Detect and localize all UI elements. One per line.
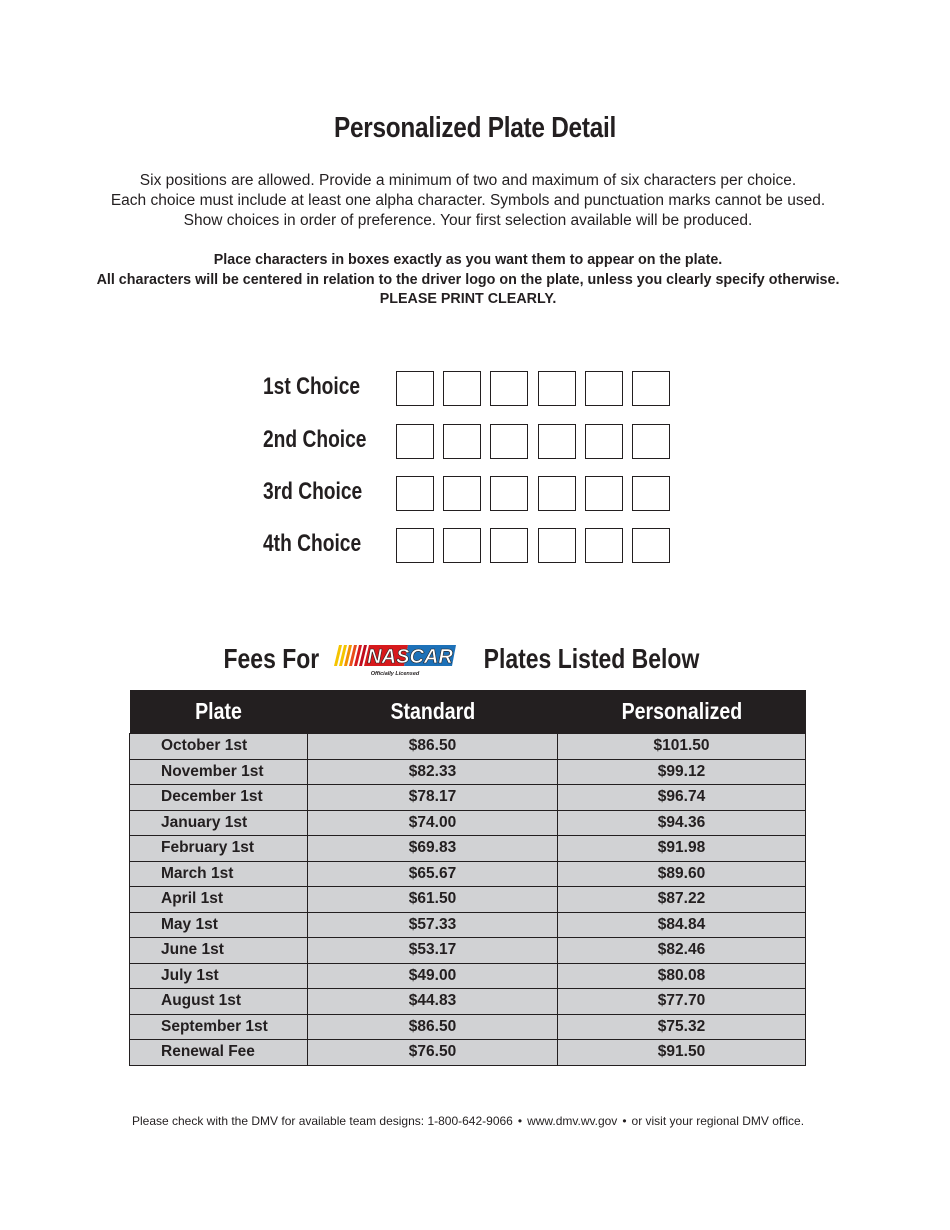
- table-row: [130, 989, 806, 1015]
- character-box[interactable]: [585, 476, 623, 511]
- personalized-fee-cell: $91.50: [558, 1040, 806, 1066]
- table-row: [130, 785, 806, 811]
- nascar-logo: [328, 640, 462, 678]
- personalized-fee-cell: $84.84: [558, 912, 806, 938]
- standard-fee-cell: $65.67: [308, 861, 558, 887]
- standard-fee-cell: $76.50: [308, 1040, 558, 1066]
- standard-fee-cell: $74.00: [308, 810, 558, 836]
- character-box[interactable]: [538, 371, 576, 406]
- choice-label: 3rd Choice: [263, 478, 363, 505]
- character-box[interactable]: [490, 476, 528, 511]
- character-box[interactable]: [632, 371, 670, 406]
- plate-cell: April 1st: [130, 887, 308, 913]
- footer: [0, 1114, 936, 1128]
- table-row: [130, 759, 806, 785]
- fees-suffix: Plates Listed Below: [483, 643, 700, 674]
- character-box[interactable]: [490, 371, 528, 406]
- plate-cell: Renewal Fee: [130, 1040, 308, 1066]
- character-box[interactable]: [538, 424, 576, 459]
- character-box[interactable]: [538, 476, 576, 511]
- fees-prefix: Fees For: [223, 643, 319, 674]
- personalized-fee-cell: $91.98: [558, 836, 806, 862]
- intro-text: [0, 171, 936, 231]
- fee-table: [129, 690, 806, 1066]
- character-box[interactable]: [396, 424, 434, 459]
- character-box[interactable]: [443, 528, 481, 563]
- character-box[interactable]: [396, 476, 434, 511]
- footer-office: or visit your regional DMV office.: [631, 1114, 805, 1128]
- personalized-fee-cell: $87.22: [558, 887, 806, 913]
- footer-text: Please check with the DMV for available team designs: 1-800-642-9066: [131, 1114, 513, 1128]
- character-box[interactable]: [443, 371, 481, 406]
- intro-line: Show choices in order of preference. Your first selection available will be produced.: [183, 212, 753, 229]
- fees-heading: [0, 640, 936, 678]
- character-box[interactable]: [585, 371, 623, 406]
- standard-fee-cell: $86.50: [308, 1014, 558, 1040]
- personalized-fee-cell: $77.70: [558, 989, 806, 1015]
- bullet-separator: •: [517, 1114, 523, 1128]
- table-row: [130, 963, 806, 989]
- intro-line: Six positions are allowed. Provide a minimum of two and maximum of six characters per choice.: [139, 172, 797, 189]
- character-box[interactable]: [443, 424, 481, 459]
- standard-fee-cell: $61.50: [308, 887, 558, 913]
- fee-table-body: [130, 734, 806, 1066]
- personalized-fee-cell: $101.50: [558, 734, 806, 760]
- footer-website: www.dmv.wv.gov: [527, 1114, 618, 1128]
- page-title: Personalized Plate Detail: [333, 112, 617, 144]
- plate-cell: June 1st: [130, 938, 308, 964]
- plate-cell: September 1st: [130, 1014, 308, 1040]
- nascar-logo-caption: Officially Licensed: [370, 671, 420, 677]
- standard-fee-cell: $53.17: [308, 938, 558, 964]
- table-header-row: [130, 690, 806, 734]
- personalized-fee-cell: $89.60: [558, 861, 806, 887]
- character-box[interactable]: [490, 424, 528, 459]
- instructions-text: [0, 251, 936, 310]
- plate-cell: March 1st: [130, 861, 308, 887]
- plate-cell: August 1st: [130, 989, 308, 1015]
- personalized-fee-cell: $82.46: [558, 938, 806, 964]
- plate-cell: February 1st: [130, 836, 308, 862]
- plate-cell: May 1st: [130, 912, 308, 938]
- standard-fee-cell: $82.33: [308, 759, 558, 785]
- character-box[interactable]: [632, 528, 670, 563]
- table-row: [130, 887, 806, 913]
- bullet-separator: •: [622, 1114, 627, 1128]
- table-row: [130, 861, 806, 887]
- instruction-line: All characters will be centered in relation to the driver logo on the plate, unless you clearly specify otherwise.: [96, 271, 840, 288]
- character-box[interactable]: [396, 371, 434, 406]
- character-box[interactable]: [585, 528, 623, 563]
- intro-line: Each choice must include at least one alpha character. Symbols and punctuation marks cannot be used.: [110, 192, 826, 209]
- plate-cell: July 1st: [130, 963, 308, 989]
- nascar-logo-text: NASCAR: [367, 646, 453, 668]
- plate-cell: November 1st: [130, 759, 308, 785]
- table-row: [130, 1014, 806, 1040]
- character-box[interactable]: [538, 528, 576, 563]
- character-box[interactable]: [490, 528, 528, 563]
- standard-fee-cell: $49.00: [308, 963, 558, 989]
- choice-label: 4th Choice: [263, 530, 362, 557]
- plate-cell: January 1st: [130, 810, 308, 836]
- personalized-fee-cell: $94.36: [558, 810, 806, 836]
- table-row: [130, 734, 806, 760]
- instruction-line: Place characters in boxes exactly as you want them to appear on the plate.: [213, 252, 723, 268]
- standard-fee-cell: $57.33: [308, 912, 558, 938]
- plate-cell: December 1st: [130, 785, 308, 811]
- standard-fee-cell: $44.83: [308, 989, 558, 1015]
- plate-cell: October 1st: [130, 734, 308, 760]
- standard-fee-cell: $86.50: [308, 734, 558, 760]
- character-box[interactable]: [443, 476, 481, 511]
- character-box[interactable]: [585, 424, 623, 459]
- table-row: [130, 810, 806, 836]
- header-personalized: Personalized: [558, 690, 806, 734]
- personalized-fee-cell: $99.12: [558, 759, 806, 785]
- instruction-line: PLEASE PRINT CLEARLY.: [379, 291, 557, 307]
- personalized-fee-cell: $75.32: [558, 1014, 806, 1040]
- header-plate: Plate: [130, 690, 308, 734]
- character-box[interactable]: [396, 528, 434, 563]
- header-standard: Standard: [308, 690, 558, 734]
- table-row: [130, 938, 806, 964]
- standard-fee-cell: $69.83: [308, 836, 558, 862]
- choice-label: 2nd Choice: [263, 426, 367, 453]
- character-box[interactable]: [632, 424, 670, 459]
- personalized-fee-cell: $80.08: [558, 963, 806, 989]
- personalized-fee-cell: $96.74: [558, 785, 806, 811]
- table-row: [130, 1040, 806, 1066]
- character-box[interactable]: [632, 476, 670, 511]
- table-row: [130, 836, 806, 862]
- standard-fee-cell: $78.17: [308, 785, 558, 811]
- choice-label: 1st Choice: [263, 373, 361, 400]
- table-row: [130, 912, 806, 938]
